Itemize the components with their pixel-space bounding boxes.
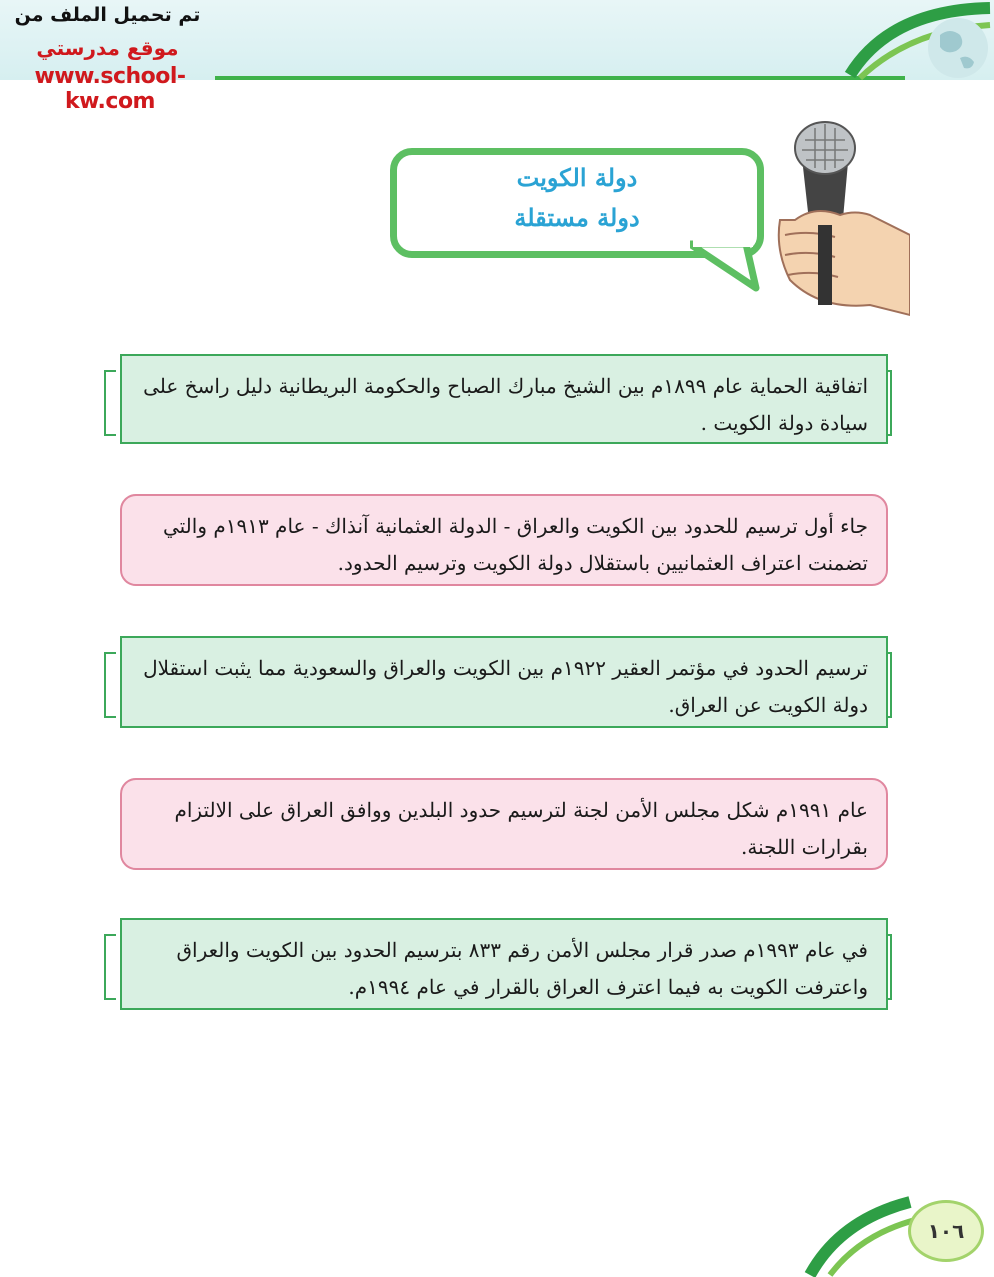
fact-card-1 (120, 354, 888, 444)
fact-card-5 (120, 918, 888, 1010)
globe-logo-icon (840, 0, 994, 82)
watermark-line1: تم تحميل الملف من (14, 4, 201, 26)
title-line-1: دولة الكويت (516, 163, 638, 192)
page-number: ١٠٦ (908, 1200, 984, 1262)
title-line-2: دولة مستقلة (514, 203, 640, 232)
watermark (0, 0, 220, 114)
fact-card-4 (120, 778, 888, 870)
bubble-tail (690, 238, 760, 294)
fact-card-2 (120, 494, 888, 586)
header-divider (215, 76, 905, 80)
fact-text-1: اتفاقية الحماية عام ١٨٩٩م بين الشيخ مبارك الصباح والحكومة البريطانية دليل راسخ على سيادة دولة الكويت . (143, 374, 868, 435)
fact-text-2: جاء أول ترسيم للحدود بين الكويت والعراق - الدولة العثمانية آنذاك - عام ١٩١٣م والتي تضمنت اعتراف العثمانيين باستقلال دولة الكويت وترسيم الحدود. (162, 514, 868, 575)
fact-text-4: عام ١٩٩١م شكل مجلس الأمن لجنة لترسيم حدود البلدين ووافق العراق على الالتزام بقرارات اللجنة. (174, 798, 868, 859)
watermark-url[interactable]: www.school-kw.com (34, 64, 186, 114)
fact-card-3 (120, 636, 888, 728)
microphone-icon (760, 120, 910, 320)
watermark-site-name: موقع مدرستي (36, 36, 179, 60)
fact-text-3: ترسيم الحدود في مؤتمر العقير ١٩٢٢م بين الكويت والعراق والسعودية مما يثبت استقلال دولة الكويت عن العراق. (143, 656, 868, 717)
fact-text-5: في عام ١٩٩٣م صدر قرار مجلس الأمن رقم ٨٣٣ بترسيم الحدود بين الكويت والعراق واعترفت الكويت به فيما اعترف العراق بالقرار في عام ١٩٩٤م. (176, 938, 868, 999)
